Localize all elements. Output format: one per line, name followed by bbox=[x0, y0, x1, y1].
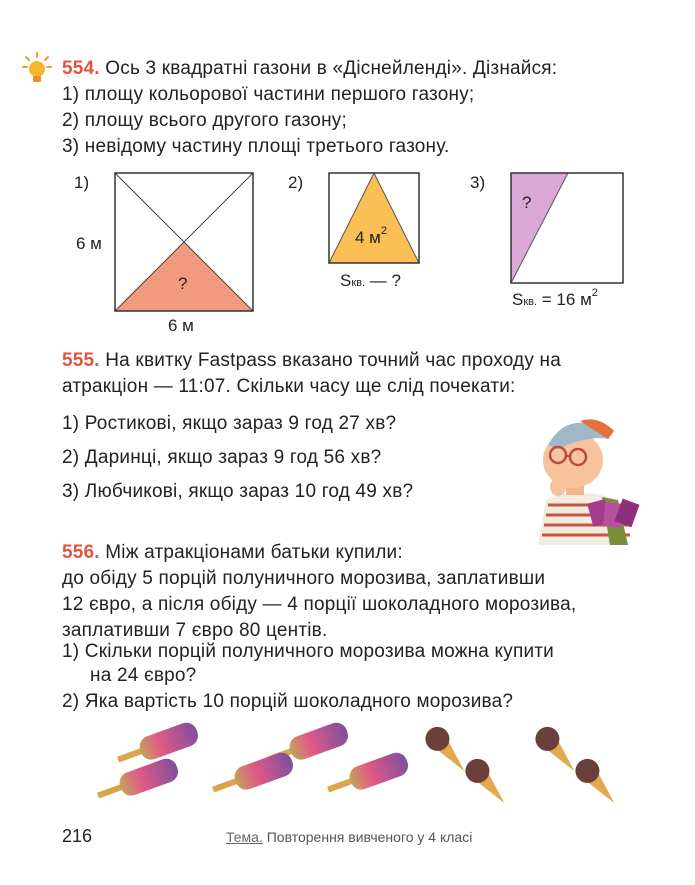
footer-topic bbox=[226, 829, 472, 845]
problem-555-item: 1) Ростикові, якщо зараз 9 год 27 хв? bbox=[62, 413, 397, 434]
problem-556-question: на 24 євро? bbox=[90, 665, 197, 686]
problem-number: 556. bbox=[62, 542, 100, 563]
caption-rest: = 16 м bbox=[537, 290, 592, 309]
figure-2-index: 2) bbox=[288, 173, 304, 192]
boy-with-tickets-illustration bbox=[518, 405, 648, 545]
popsicle-icon bbox=[209, 750, 296, 801]
ice-cream-row bbox=[70, 722, 630, 814]
area-exponent: 2 bbox=[380, 225, 387, 237]
problem-555-intro bbox=[62, 349, 561, 373]
area-symbol: S bbox=[340, 271, 352, 290]
figure-3-index: 3) bbox=[470, 173, 486, 192]
problem-556-question: 1) Скільки порцій полуничного морозива можна купити bbox=[62, 641, 554, 662]
popsicle-icon bbox=[324, 750, 411, 801]
problem-556-text: 12 євро, а після обіду — 4 порції шоколадного морозива, bbox=[62, 594, 577, 615]
problem-556-text: заплативши 7 євро 80 центів. bbox=[62, 620, 328, 641]
side-length-label: 6 м bbox=[76, 234, 102, 253]
problem-text: Ось 3 квадратні газони в «Діснейленді». Дізнайся: bbox=[105, 58, 558, 79]
problem-556-text: до обіду 5 порцій полуничного морозива, заплативши bbox=[62, 568, 546, 589]
side-length-label: 6 м bbox=[168, 316, 194, 335]
popsicle-icon bbox=[94, 756, 181, 807]
ice-cream-cone-icon bbox=[571, 754, 624, 811]
triangle-area-label bbox=[355, 225, 387, 248]
problem-554-item: 1) площу кольорової частини першого газону; bbox=[62, 84, 475, 105]
problem-556-intro bbox=[62, 541, 403, 565]
problem-554-intro bbox=[62, 57, 557, 81]
problem-text: Між атракціонами батьки купили: bbox=[105, 542, 403, 563]
lightbulb-icon bbox=[22, 52, 52, 86]
problem-556-question: 2) Яка вартість 10 порцій шоколадного морозива? bbox=[62, 691, 514, 712]
problem-number: 555. bbox=[62, 350, 100, 371]
figure-1-index: 1) bbox=[74, 173, 90, 192]
problem-555-item: 2) Даринці, якщо зараз 9 год 56 хв? bbox=[62, 447, 382, 468]
area-symbol: S bbox=[512, 290, 524, 309]
problem-554-item: 2) площу всього другого газону; bbox=[62, 110, 347, 131]
topic-label: Тема. bbox=[226, 829, 263, 845]
square-lawn-3 bbox=[510, 172, 624, 284]
area-subscript: кв. bbox=[351, 277, 366, 289]
problem-number: 554. bbox=[62, 58, 100, 79]
ice-cream-cone-icon bbox=[461, 754, 514, 811]
unknown-mark: ? bbox=[178, 274, 188, 293]
square-area-caption bbox=[512, 287, 598, 310]
problem-555-text: атракціон — 11:07. Скільки часу ще слід почекати: bbox=[62, 376, 516, 397]
square-lawn-2 bbox=[328, 172, 420, 264]
page-number: 216 bbox=[62, 826, 93, 846]
square-area-caption bbox=[340, 271, 401, 291]
topic-text: Повторення вивченого у 4 класі bbox=[262, 829, 473, 845]
area-subscript: кв. bbox=[523, 296, 538, 308]
problem-text: На квитку Fastpass вказано точний час проходу на bbox=[105, 350, 561, 371]
area-value: 4 м bbox=[355, 228, 381, 247]
problem-554-item: 3) невідому частину площі третього газону. bbox=[62, 136, 450, 157]
unknown-mark: ? bbox=[522, 193, 532, 212]
area-exponent: 2 bbox=[591, 287, 598, 299]
caption-rest: — ? bbox=[365, 271, 401, 290]
problem-555-item: 3) Любчикові, якщо зараз 10 год 49 хв? bbox=[62, 481, 414, 502]
